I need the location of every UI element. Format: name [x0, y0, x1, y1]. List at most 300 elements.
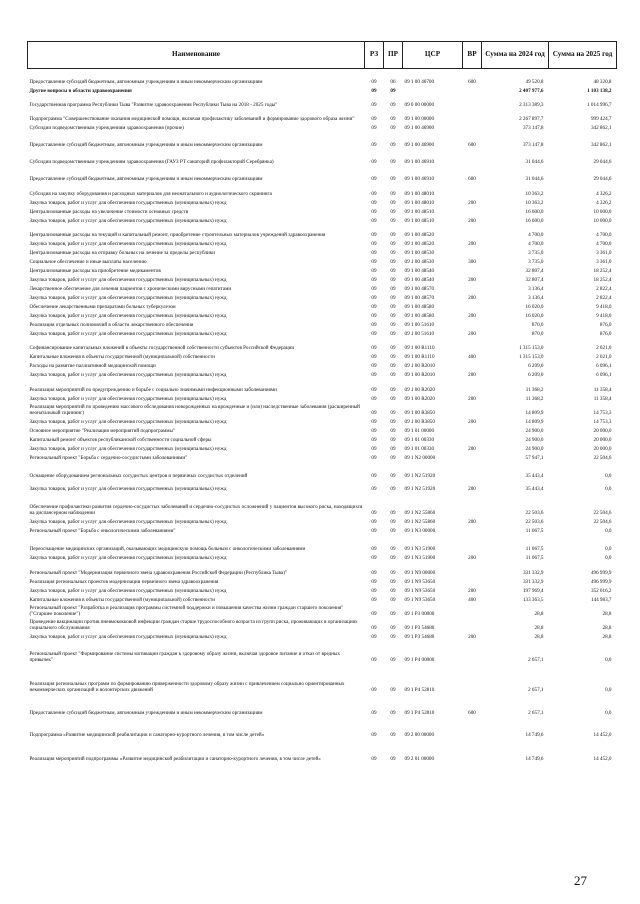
- row-rz: 09: [371, 322, 377, 329]
- row-csr: 09 1 00 00000: [404, 116, 435, 123]
- row-sum-2025: 10 000,0: [593, 209, 612, 216]
- row-sum-2024: 14 809,9: [525, 410, 544, 417]
- row-csr: 09 1 N9 53650: [404, 597, 436, 604]
- table-row: [28, 641, 617, 664]
- row-name: Закупка товаров, работ и услуг для обеспечения государственных (муниципальных) нужд: [29, 419, 227, 426]
- row-rz: 09: [371, 419, 377, 426]
- table-row: [28, 435, 617, 444]
- row-pr: 09: [390, 387, 396, 394]
- row-vr: [463, 526, 482, 535]
- row-sum-2025: 22 504,6: [593, 455, 612, 462]
- row-rz: 09: [371, 286, 377, 293]
- row-name: Закупка товаров, работ и услуг для обеспечения государственных (муниципальных) нужд: [29, 241, 227, 248]
- row-name: Закупка товаров, работ и услуг для обеспечения государственных (муниципальных) нужд: [29, 295, 227, 302]
- row-sum-2024: 14 809,9: [525, 419, 544, 426]
- row-vr: 200: [468, 372, 476, 379]
- header-csr: ЦСР: [403, 42, 463, 69]
- row-name: Централизованные расходы на увеличение стоимости основных средств: [29, 209, 189, 216]
- row-pr: 09: [390, 756, 396, 763]
- row-rz: 09: [371, 570, 377, 577]
- row-vr: 200: [468, 634, 476, 641]
- row-sum-2024: 11 368,2: [525, 396, 544, 403]
- row-rz: 09: [371, 363, 377, 370]
- table-row: [28, 394, 617, 403]
- row-csr: 09 1 00 R3850: [404, 410, 435, 417]
- row-pr: 09: [390, 446, 396, 453]
- row-name: Региональный проект "Борьба с онкологическими заболеваниями": [29, 528, 176, 535]
- row-csr: 09 1 00 48520: [404, 241, 435, 248]
- row-vr: 200: [468, 519, 476, 526]
- table-row: [28, 595, 617, 604]
- row-rz: 09: [371, 218, 377, 225]
- row-sum-2025: 342 862,1: [590, 125, 612, 132]
- row-rz: 09: [371, 304, 377, 311]
- row-sum-2025: 0,0: [605, 546, 612, 553]
- row-name: Субсидия на закупку оборудования и расходных материалов для неонатального и аудиологического скрининга: [29, 191, 272, 198]
- row-csr: 09 1 00 48540: [404, 277, 435, 284]
- table-row: [28, 517, 617, 526]
- row-sum-2025: 9 418,0: [596, 304, 612, 311]
- row-name: Закупка товаров, работ и услуг для обеспечения государственных (муниципальных) нужд: [29, 313, 227, 320]
- table-row: [28, 257, 617, 266]
- row-csr: 09 1 00 48530: [404, 250, 435, 257]
- row-csr: 09 1 00 46900: [404, 142, 435, 149]
- row-pr: 09: [390, 259, 396, 266]
- row-vr: [463, 562, 482, 577]
- row-sum-2025: 22 504,6: [593, 519, 612, 526]
- row-csr: 09 1 00 48010: [404, 191, 435, 198]
- row-sum-2024: 133 363,5: [522, 597, 544, 604]
- row-sum-2025: 2 822,4: [596, 286, 612, 293]
- row-vr: 200: [468, 396, 476, 403]
- row-vr: [463, 717, 482, 739]
- row-rz: 09: [371, 528, 377, 535]
- row-sum-2024: 22 503,6: [525, 519, 544, 526]
- row-sum-2025: 0,0: [605, 486, 612, 493]
- row-pr: 09: [390, 200, 396, 207]
- row-rz: 09: [371, 232, 377, 239]
- row-sum-2024: 10 363,2: [525, 200, 544, 207]
- row-pr: 09: [390, 142, 396, 149]
- row-vr: [463, 604, 482, 618]
- row-sum-2025: 18 252,4: [593, 277, 612, 284]
- row-csr: 09 1 N3 00000: [404, 528, 436, 535]
- row-rz: 09: [371, 200, 377, 207]
- row-vr: 600: [468, 142, 476, 149]
- table-row: [28, 379, 617, 394]
- row-sum-2025: 29 044,6: [593, 159, 612, 166]
- row-sum-2024: 31 044,6: [525, 176, 544, 183]
- table-row: [28, 739, 617, 763]
- row-rz: 09: [371, 295, 377, 302]
- row-rz: 09: [371, 191, 377, 198]
- row-name: Реализация мероприятий по предупреждению и борьбе с социально значимыми инфекционными заболеваниями: [29, 387, 277, 394]
- row-name: Капитальный ремонт объектов республиканской собственности социальной сферы: [29, 437, 212, 444]
- row-rz: 09: [371, 259, 377, 266]
- header-pr: ПР: [384, 42, 403, 69]
- row-sum-2024: 2 657,1: [528, 687, 544, 694]
- row-rz: 09: [371, 732, 377, 739]
- row-vr: [463, 462, 482, 480]
- row-name: Субсидии подведомственным учреждениям здравоохранения (прочие): [29, 125, 184, 132]
- row-pr: 09: [390, 345, 396, 352]
- row-rz: 09: [371, 510, 377, 517]
- row-rz: 09: [371, 331, 377, 338]
- row-csr: 09 1 N9 00000: [404, 570, 436, 577]
- table-row: [28, 216, 617, 225]
- row-csr: 09 1 00 R2020: [404, 387, 435, 394]
- row-csr: 09 1 00 51610: [404, 322, 435, 329]
- row-csr: 09 1 P3 54680: [404, 625, 435, 632]
- table-row: [28, 239, 617, 248]
- row-vr: 200: [468, 277, 476, 284]
- table-row: [28, 109, 617, 123]
- row-csr: 09 1 00 46900: [404, 125, 435, 132]
- row-sum-2024: 2 407 977,6: [519, 88, 544, 95]
- row-pr: 09: [390, 176, 396, 183]
- row-vr: [463, 493, 482, 517]
- table-row: [28, 275, 617, 284]
- row-sum-2025: 28,8: [602, 634, 612, 641]
- row-pr: 09: [390, 634, 396, 641]
- table-row: [28, 618, 617, 632]
- row-sum-2025: 4 700,0: [596, 232, 612, 239]
- row-sum-2024: 2 657,1: [528, 657, 544, 664]
- row-pr: 09: [390, 486, 396, 493]
- row-name: Обеспечение лекарственными препаратами больных туберкулезом: [29, 304, 176, 311]
- row-sum-2025: 876,0: [599, 331, 612, 338]
- page-number: 27: [574, 873, 587, 888]
- row-sum-2025: 496 999,9: [590, 579, 612, 586]
- table-row: [28, 207, 617, 216]
- row-name: Основное мероприятие "Реализация мероприятий подпрограммы": [29, 428, 176, 435]
- row-vr: [463, 284, 482, 293]
- row-csr: 09 1 01 00330: [404, 446, 435, 453]
- row-sum-2025: 29 044,6: [593, 176, 612, 183]
- row-vr: [463, 149, 482, 166]
- row-csr: 09 1 00 48580: [404, 304, 435, 311]
- row-rz: 09: [371, 611, 377, 618]
- row-name: Предоставление субсидий бюджетным, автономным учреждениям и иным некоммерческим организациям: [29, 176, 263, 183]
- table-row: [28, 352, 617, 361]
- row-sum-2024: 31 044,6: [525, 159, 544, 166]
- row-pr: 09: [390, 555, 396, 562]
- row-sum-2025: 3 361,0: [596, 259, 612, 266]
- row-name: Реализация отдельных полномочий в области лекарственного обеспечения: [29, 322, 194, 329]
- row-pr: 09: [390, 611, 396, 618]
- row-sum-2025: 3 361,0: [596, 250, 612, 257]
- row-sum-2024: 16 600,0: [525, 209, 544, 216]
- row-sum-2025: 0,0: [605, 657, 612, 664]
- row-pr: 09: [390, 88, 396, 95]
- row-vr: 200: [468, 419, 476, 426]
- row-vr: 200: [468, 588, 476, 595]
- row-sum-2024: 24 900,0: [525, 428, 544, 435]
- table-row: [28, 444, 617, 453]
- row-sum-2025: 496 999,9: [590, 570, 612, 577]
- row-name: Закупка товаров, работ и услуг для обеспечения государственных (муниципальных) нужд: [29, 555, 227, 562]
- row-name: Централизованные расходы на отправку больных на лечение за пределы республики: [29, 250, 216, 257]
- row-sum-2024: 1 315 153,0: [519, 345, 544, 352]
- row-sum-2024: 24 900,0: [525, 437, 544, 444]
- row-csr: 09 1 N2 55860: [404, 510, 436, 517]
- row-sum-2024: 3 735,0: [528, 259, 544, 266]
- row-pr: 09: [390, 331, 396, 338]
- table-row: [28, 370, 617, 379]
- row-sum-2024: 32 807,4: [525, 277, 544, 284]
- table-row: [28, 426, 617, 435]
- row-sum-2024: 35 443,4: [525, 473, 544, 480]
- row-vr: 400: [468, 597, 476, 604]
- row-name: Реализация региональных проектов модернизации первичного звена здравоохранения: [29, 579, 219, 586]
- row-sum-2024: 3 136,4: [528, 295, 544, 302]
- row-pr: 09: [390, 268, 396, 275]
- row-sum-2025: 352 016,2: [590, 588, 612, 595]
- row-sum-2025: 876,0: [599, 322, 612, 329]
- row-sum-2024: 11 067,5: [525, 528, 544, 535]
- row-name: Региональный проект "Разработка и реализация программы системной поддержки и повышения качества жизни граждан старшего поколения" ("Старшее поколение"): [29, 605, 344, 618]
- row-name: Централизованные расходы на текущий и капитальный ремонт, приобретение строительных материалов учреждений здравоохранения: [29, 232, 326, 239]
- row-sum-2025: 14 452,0: [593, 732, 612, 739]
- row-rz: 09: [371, 396, 377, 403]
- row-csr: 09 1 00 R3850: [404, 419, 435, 426]
- row-csr: 09 2 00 00000: [404, 732, 435, 739]
- row-name: Обеспечение профилактики развития сердечно-сосудистых заболеваний и сердечно-сосудистых осложнений у пациентов высокого риска, находящихся на диспансерном наблюдении: [29, 504, 363, 517]
- row-name: Оснащение оборудованием региональных сосудистых центров и первичных сосудистых отделений: [29, 473, 248, 480]
- row-sum-2024: 16 020,0: [525, 313, 544, 320]
- row-sum-2024: 57 947,1: [525, 455, 544, 462]
- row-vr: 400: [468, 354, 476, 361]
- row-sum-2025: 10 000,0: [593, 218, 612, 225]
- table-row: [28, 320, 617, 329]
- row-vr: 200: [468, 295, 476, 302]
- row-rz: 09: [371, 579, 377, 586]
- row-vr: [463, 123, 482, 132]
- row-name: Реализация мероприятий подпрограммы «Развитие медицинской реабилитации и санаторно-курортного лечения, в том числе детей»: [29, 756, 321, 763]
- row-vr: 600: [468, 79, 476, 86]
- row-rz: 09: [371, 446, 377, 453]
- row-pr: 09: [390, 241, 396, 248]
- budget-table: [27, 41, 617, 763]
- table-row: [28, 577, 617, 586]
- row-pr: 09: [390, 354, 396, 361]
- row-vr: [463, 183, 482, 198]
- row-sum-2024: 16 020,0: [525, 304, 544, 311]
- table-row: [28, 73, 617, 86]
- row-pr: 09: [390, 710, 396, 717]
- table-row: [28, 694, 617, 717]
- budget-table-sheet: [27, 41, 616, 763]
- row-csr: 09 1 00 R2020: [404, 396, 435, 403]
- row-sum-2024: 49 520,8: [525, 79, 544, 86]
- table-row: [28, 562, 617, 577]
- row-vr: [463, 207, 482, 216]
- row-pr: 09: [390, 218, 396, 225]
- row-rz: 09: [371, 142, 377, 149]
- row-name: Капитальные вложения в объекты государственной (муниципальной) собственности: [29, 354, 215, 361]
- row-vr: 200: [468, 446, 476, 453]
- row-name: Подпрограмма "Совершенствование оказания медицинской помощи, включая профилактику заболеваний и формирование здорового образа жизни": [29, 116, 355, 123]
- row-rz: 09: [371, 473, 377, 480]
- row-rz: 09: [371, 277, 377, 284]
- row-csr: 09 1 N9 53650: [404, 579, 436, 586]
- row-pr: 09: [390, 191, 396, 198]
- row-csr: 09 1 00 48530: [404, 259, 435, 266]
- table-row: [28, 480, 617, 493]
- row-csr: 09 1 00 48570: [404, 295, 435, 302]
- row-pr: 09: [390, 597, 396, 604]
- table-row: [28, 553, 617, 562]
- row-pr: 09: [390, 419, 396, 426]
- row-rz: 09: [371, 79, 377, 86]
- row-csr: 09 1 00 48010: [404, 200, 435, 207]
- row-pr: 09: [390, 437, 396, 444]
- row-sum-2024: 2 657,1: [528, 710, 544, 717]
- table-row: [28, 338, 617, 352]
- row-name: Расходы на развитие паллиативной медицинской помощи: [29, 363, 156, 370]
- table-row: [28, 526, 617, 535]
- table-row: [28, 311, 617, 320]
- table-row: [28, 535, 617, 553]
- row-rz: 09: [371, 657, 377, 664]
- table-row: [28, 166, 617, 183]
- table-row: [28, 95, 617, 109]
- row-vr: [463, 435, 482, 444]
- row-rz: 09: [371, 588, 377, 595]
- row-vr: [463, 641, 482, 664]
- row-sum-2024: 24 900,0: [525, 446, 544, 453]
- table-row: [28, 462, 617, 480]
- table-header-row: [28, 42, 617, 69]
- row-rz: 09: [371, 625, 377, 632]
- row-pr: 09: [390, 687, 396, 694]
- row-pr: 09: [390, 396, 396, 403]
- row-pr: 09: [390, 209, 396, 216]
- row-sum-2025: 22 504,6: [593, 510, 612, 517]
- row-rz: 09: [371, 756, 377, 763]
- row-sum-2025: 999 424,7: [590, 116, 612, 123]
- row-sum-2024: 32 807,4: [525, 268, 544, 275]
- row-rz: 09: [371, 634, 377, 641]
- row-name: Капитальные вложения в объекты государственной (муниципальной) собственности: [29, 597, 215, 604]
- row-name: Субсидии подведомственным учреждениям здравоохранения (ГАУЗ РТ санаторий профилакторий Серебрянка): [29, 159, 274, 166]
- row-name: Закупка товаров, работ и услуг для обеспечения государственных (муниципальных) нужд: [29, 200, 227, 207]
- table-row: [28, 132, 617, 149]
- row-sum-2025: 6 096,1: [596, 363, 612, 370]
- row-csr: 09 1 N2 00000: [404, 455, 436, 462]
- row-sum-2024: 28,8: [534, 625, 544, 632]
- row-csr: 09 1 N2 51920: [404, 486, 436, 493]
- row-sum-2025: 4 326,2: [596, 200, 612, 207]
- row-rz: 09: [371, 102, 377, 109]
- row-vr: [463, 320, 482, 329]
- header-sum-2024: Сумма на 2024 год: [482, 42, 549, 69]
- row-csr: 09 1 00 46700: [404, 79, 435, 86]
- row-pr: 09: [390, 250, 396, 257]
- row-sum-2024: 14 749,6: [525, 732, 544, 739]
- row-name: Переоснащение медицинских организаций, оказывающих медицинскую помощь больным с онкологическими заболеваниями: [29, 546, 306, 553]
- row-rz: 09: [371, 88, 377, 95]
- row-sum-2025: 6 096,1: [596, 372, 612, 379]
- row-pr: 09: [390, 519, 396, 526]
- row-sum-2025: 20 000,0: [593, 437, 612, 444]
- table-row: [28, 417, 617, 426]
- row-name: Закупка товаров, работ и услуг для обеспечения государственных (муниципальных) нужд: [29, 588, 227, 595]
- row-sum-2024: 3 136,4: [528, 286, 544, 293]
- row-csr: 09 1 00 48520: [404, 232, 435, 239]
- row-pr: 09: [390, 313, 396, 320]
- row-sum-2025: 9 418,0: [596, 313, 612, 320]
- table-row: [28, 123, 617, 132]
- table-row: [28, 302, 617, 311]
- row-sum-2024: 373 147,8: [522, 125, 544, 132]
- row-vr: 600: [468, 176, 476, 183]
- row-sum-2025: 20 000,0: [593, 428, 612, 435]
- row-pr: 09: [390, 322, 396, 329]
- row-csr: 09 1 00 48580: [404, 313, 435, 320]
- row-pr: 09: [390, 363, 396, 370]
- row-sum-2025: 2 021,0: [596, 354, 612, 361]
- row-rz: 09: [371, 597, 377, 604]
- header-sum-2025: Сумма на 2025 год: [549, 42, 617, 69]
- row-rz: 09: [371, 555, 377, 562]
- row-rz: 09: [371, 345, 377, 352]
- header-name: Наименование: [28, 42, 365, 69]
- row-sum-2024: 22 503,6: [525, 510, 544, 517]
- row-name: Закупка товаров, работ и услуг для обеспечения государственных (муниципальных) нужд: [29, 218, 227, 225]
- row-name: Предоставление субсидий бюджетным, автономным учреждениям и иным некоммерческим организациям: [29, 79, 263, 86]
- row-pr: 09: [390, 410, 396, 417]
- row-rz: 09: [371, 410, 377, 417]
- table-row: [28, 664, 617, 694]
- row-rz: 09: [371, 486, 377, 493]
- row-csr: 09 1 00 R1110: [404, 354, 435, 361]
- row-rz: 09: [371, 455, 377, 462]
- row-vr: [463, 618, 482, 632]
- row-sum-2025: 20 000,0: [593, 446, 612, 453]
- row-sum-2025: 0,0: [605, 710, 612, 717]
- row-sum-2024: 28,8: [534, 634, 544, 641]
- row-name: Предоставление субсидий бюджетным, автономным учреждениям и иным некоммерческим организациям: [29, 142, 263, 149]
- row-sum-2025: 48 320,8: [593, 79, 612, 86]
- row-vr: [463, 664, 482, 694]
- row-sum-2024: 4 700,0: [528, 241, 544, 248]
- row-name: Закупка товаров, работ и услуг для обеспечения государственных (муниципальных) нужд: [29, 519, 227, 526]
- row-pr: 09: [390, 657, 396, 664]
- row-sum-2024: 6 209,0: [528, 372, 544, 379]
- row-rz: 09: [371, 176, 377, 183]
- row-vr: [463, 86, 482, 95]
- row-name: Лекарственное обеспечение для лечения пациентов с хроническими вирусными гепатитами: [29, 286, 232, 293]
- row-name: Региональный проект "Формирование системы мотивации граждан к здоровому образу жизни, включая здоровое питание и отказ от вредных привычек": [29, 651, 341, 664]
- row-csr: 09 1 00 48540: [404, 268, 435, 275]
- table-body: [28, 69, 617, 764]
- row-name: Реализация мероприятий по проведению массового обследования новорожденных на врожденные и (или) наследственные заболевания (расширенный неонатальный скрининг): [29, 404, 360, 417]
- row-sum-2024: 870,0: [531, 331, 544, 338]
- row-csr: 09 0 00 00000: [404, 102, 435, 109]
- table-row: [28, 149, 617, 166]
- row-pr: 09: [390, 295, 396, 302]
- row-sum-2024: 331 332,9: [522, 570, 544, 577]
- header-rz: РЗ: [365, 42, 384, 69]
- row-pr: 09: [390, 455, 396, 462]
- row-vr: [463, 361, 482, 370]
- table-row: [28, 248, 617, 257]
- table-row: [28, 586, 617, 595]
- row-sum-2025: 28,8: [602, 611, 612, 618]
- table-row: [28, 493, 617, 517]
- row-pr: 09: [390, 579, 396, 586]
